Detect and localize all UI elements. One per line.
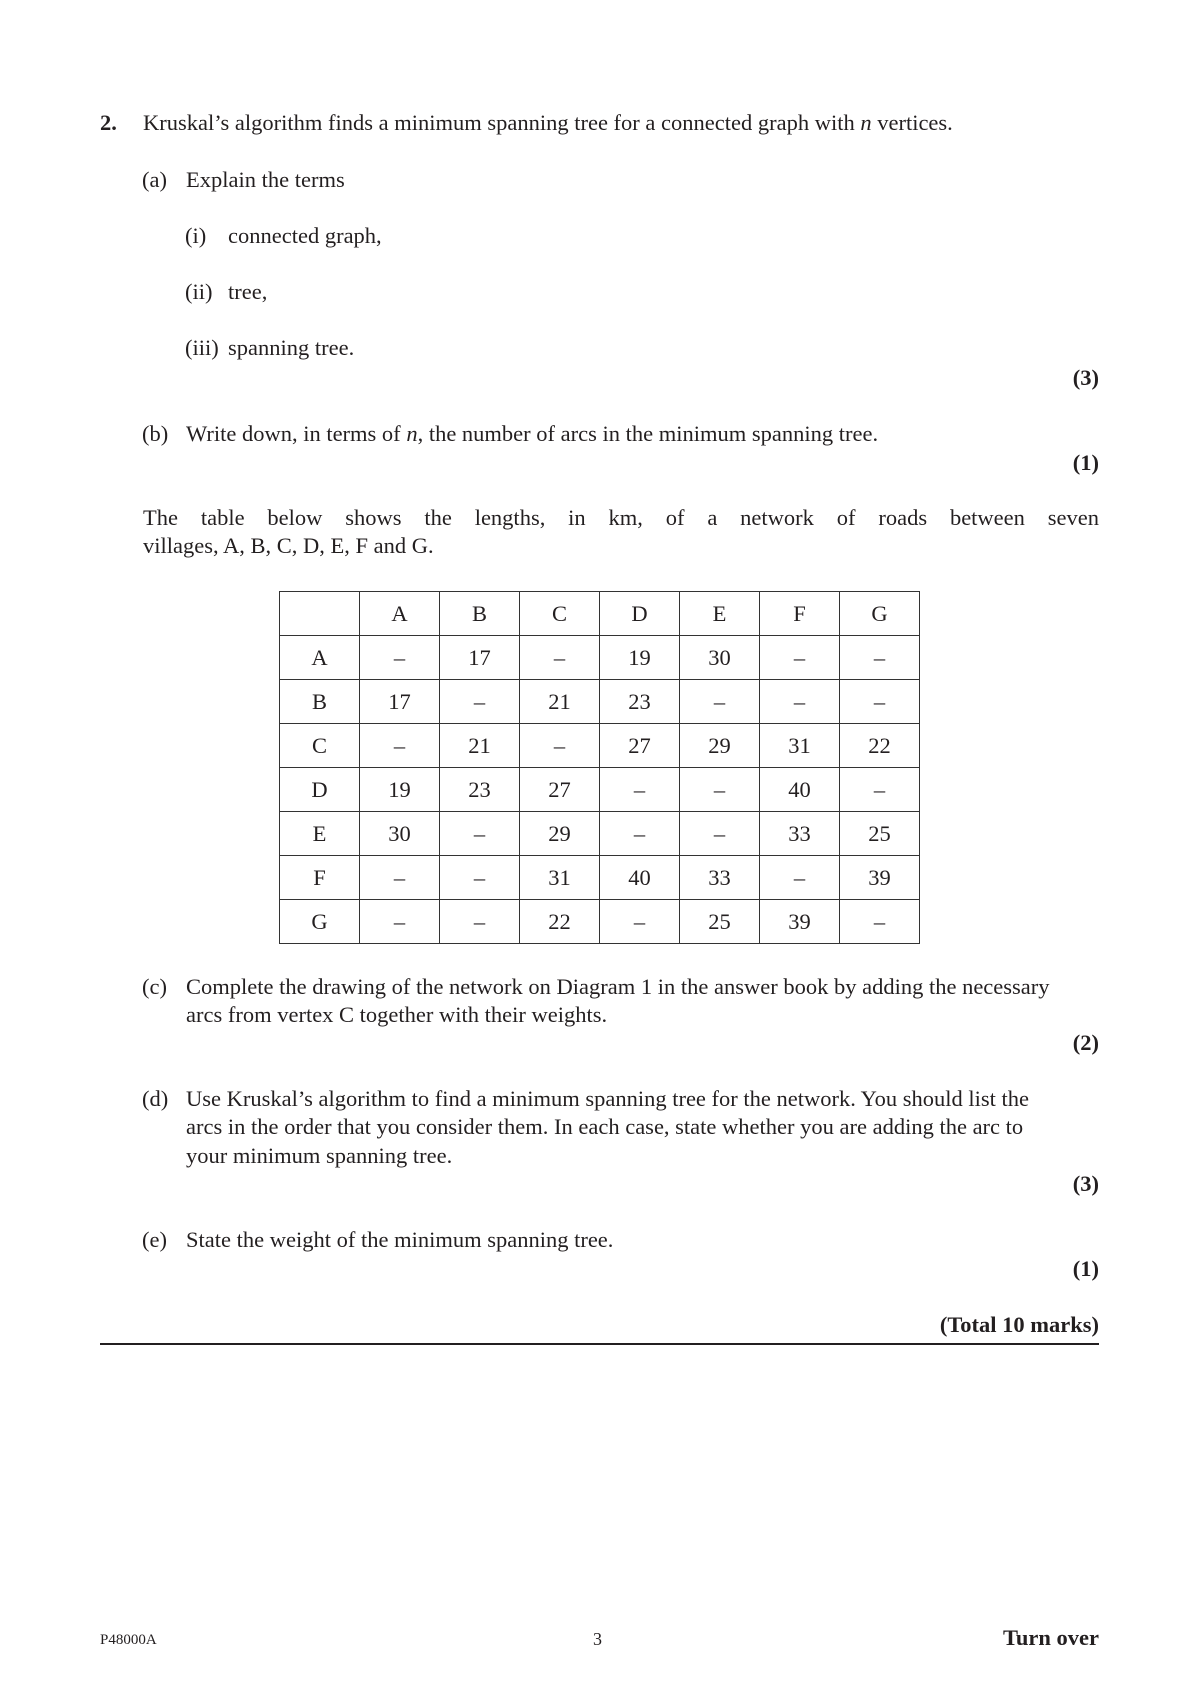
- distance-cell: 31: [760, 724, 840, 768]
- part-a-text: Explain the terms: [186, 167, 345, 192]
- distance-cell: 22: [840, 724, 920, 768]
- divider-rule: [100, 1343, 1099, 1345]
- part-d-marks: (3): [1072, 1171, 1099, 1196]
- header-cell: G: [840, 592, 920, 636]
- distance-cell: 17: [440, 636, 520, 680]
- distance-cell: 21: [440, 724, 520, 768]
- part-d-line-1: Use Kruskal’s algorithm to find a minimum spanning tree for the network. You should list the: [186, 1086, 1030, 1111]
- part-e-label: (e): [142, 1227, 167, 1252]
- table-intro-line-2: villages, A, B, C, D, E, F and G.: [143, 533, 434, 558]
- distance-cell: 19: [600, 636, 680, 680]
- intro-text: Kruskal’s algorithm finds a minimum spanning tree for a connected graph with: [143, 110, 861, 135]
- row-header-cell: B: [280, 680, 360, 724]
- part-d-line-2: arcs in the order that you consider them. In each case, state whether you are adding the arc to: [186, 1114, 1024, 1139]
- part-c-marks: (2): [1072, 1030, 1099, 1055]
- distance-table: [279, 591, 920, 944]
- distance-cell: –: [360, 724, 440, 768]
- variable-n: n: [860, 110, 872, 135]
- row-header-cell: G: [280, 900, 360, 944]
- table-row: [280, 900, 920, 944]
- distance-cell: –: [520, 724, 600, 768]
- part-e-text: State the weight of the minimum spanning tree.: [186, 1227, 614, 1252]
- part-a-iii-text: spanning tree.: [228, 335, 355, 360]
- distance-cell: –: [760, 856, 840, 900]
- table-row: [280, 680, 920, 724]
- distance-cell: –: [840, 636, 920, 680]
- header-cell: C: [520, 592, 600, 636]
- table-header-row: [280, 592, 920, 636]
- table-row: [280, 856, 920, 900]
- distance-cell: –: [360, 856, 440, 900]
- distance-cell: –: [760, 636, 840, 680]
- variable-n: n: [406, 421, 418, 446]
- row-header-cell: F: [280, 856, 360, 900]
- distance-cell: –: [760, 680, 840, 724]
- distance-cell: 30: [680, 636, 760, 680]
- header-cell: [280, 592, 360, 636]
- distance-cell: –: [440, 900, 520, 944]
- table-row: [280, 768, 920, 812]
- distance-cell: 29: [680, 724, 760, 768]
- table-row: [280, 724, 920, 768]
- distance-cell: –: [680, 768, 760, 812]
- header-cell: B: [440, 592, 520, 636]
- distance-cell: –: [840, 768, 920, 812]
- distance-cell: –: [440, 812, 520, 856]
- distance-cell: 33: [760, 812, 840, 856]
- page-number: 3: [593, 1629, 602, 1649]
- part-b-post: , the number of arcs in the minimum spanning tree.: [417, 421, 879, 446]
- header-cell: A: [360, 592, 440, 636]
- part-c-label: (c): [142, 974, 167, 999]
- distance-cell: 23: [440, 768, 520, 812]
- distance-cell: 22: [520, 900, 600, 944]
- header-cell: E: [680, 592, 760, 636]
- distance-cell: –: [600, 768, 680, 812]
- question-intro: [143, 109, 953, 137]
- distance-cell: 31: [520, 856, 600, 900]
- distance-cell: 21: [520, 680, 600, 724]
- distance-cell: 39: [760, 900, 840, 944]
- part-c-line-2: arcs from vertex C together with their weights.: [186, 1002, 608, 1027]
- part-c-line-1: Complete the drawing of the network on Diagram 1 in the answer book by adding the necessary: [186, 974, 1050, 999]
- intro-text-end: vertices.: [871, 110, 953, 135]
- part-d-line-3: your minimum spanning tree.: [186, 1143, 453, 1168]
- row-header-cell: D: [280, 768, 360, 812]
- question-number: 2.: [100, 110, 117, 135]
- total-marks: (Total 10 marks): [939, 1312, 1099, 1337]
- row-header-cell: E: [280, 812, 360, 856]
- distance-cell: –: [440, 856, 520, 900]
- distance-cell: –: [680, 680, 760, 724]
- distance-cell: –: [360, 636, 440, 680]
- distance-cell: –: [440, 680, 520, 724]
- distance-cell: 40: [760, 768, 840, 812]
- table-row: [280, 636, 920, 680]
- distance-cell: 23: [600, 680, 680, 724]
- part-b-label: (b): [142, 421, 169, 446]
- header-cell: F: [760, 592, 840, 636]
- distance-cell: –: [840, 900, 920, 944]
- paper-code: P48000A: [100, 1632, 157, 1648]
- distance-cell: –: [600, 900, 680, 944]
- row-header-cell: A: [280, 636, 360, 680]
- distance-cell: 30: [360, 812, 440, 856]
- distance-cell: 25: [840, 812, 920, 856]
- turn-over: Turn over: [1002, 1625, 1099, 1650]
- distance-cell: 27: [600, 724, 680, 768]
- part-b-text: [186, 420, 878, 448]
- part-a-iii-label: (iii): [185, 335, 219, 360]
- part-d-label: (d): [142, 1086, 169, 1111]
- distance-cell: 19: [360, 768, 440, 812]
- part-a-i-label: (i): [185, 223, 207, 248]
- part-b-pre: Write down, in terms of: [186, 421, 407, 446]
- part-a-ii-label: (ii): [185, 279, 213, 304]
- distance-cell: –: [600, 812, 680, 856]
- part-a-i-text: connected graph,: [228, 223, 382, 248]
- part-a-label: (a): [142, 167, 167, 192]
- distance-cell: 33: [680, 856, 760, 900]
- part-b-marks: (1): [1072, 450, 1099, 475]
- table-row: [280, 812, 920, 856]
- distance-cell: –: [520, 636, 600, 680]
- part-a-ii-text: tree,: [228, 279, 268, 304]
- header-cell: D: [600, 592, 680, 636]
- distance-cell: 40: [600, 856, 680, 900]
- part-a-marks: (3): [1072, 365, 1099, 390]
- part-e-marks: (1): [1072, 1256, 1099, 1281]
- distance-cell: –: [360, 900, 440, 944]
- distance-cell: –: [840, 680, 920, 724]
- distance-cell: 29: [520, 812, 600, 856]
- distance-cell: 25: [680, 900, 760, 944]
- distance-cell: –: [680, 812, 760, 856]
- distance-cell: 27: [520, 768, 600, 812]
- row-header-cell: C: [280, 724, 360, 768]
- distance-cell: 39: [840, 856, 920, 900]
- distance-cell: 17: [360, 680, 440, 724]
- table-intro-line-1: The table below shows the lengths, in km, of a network of roads between seven: [143, 505, 1099, 530]
